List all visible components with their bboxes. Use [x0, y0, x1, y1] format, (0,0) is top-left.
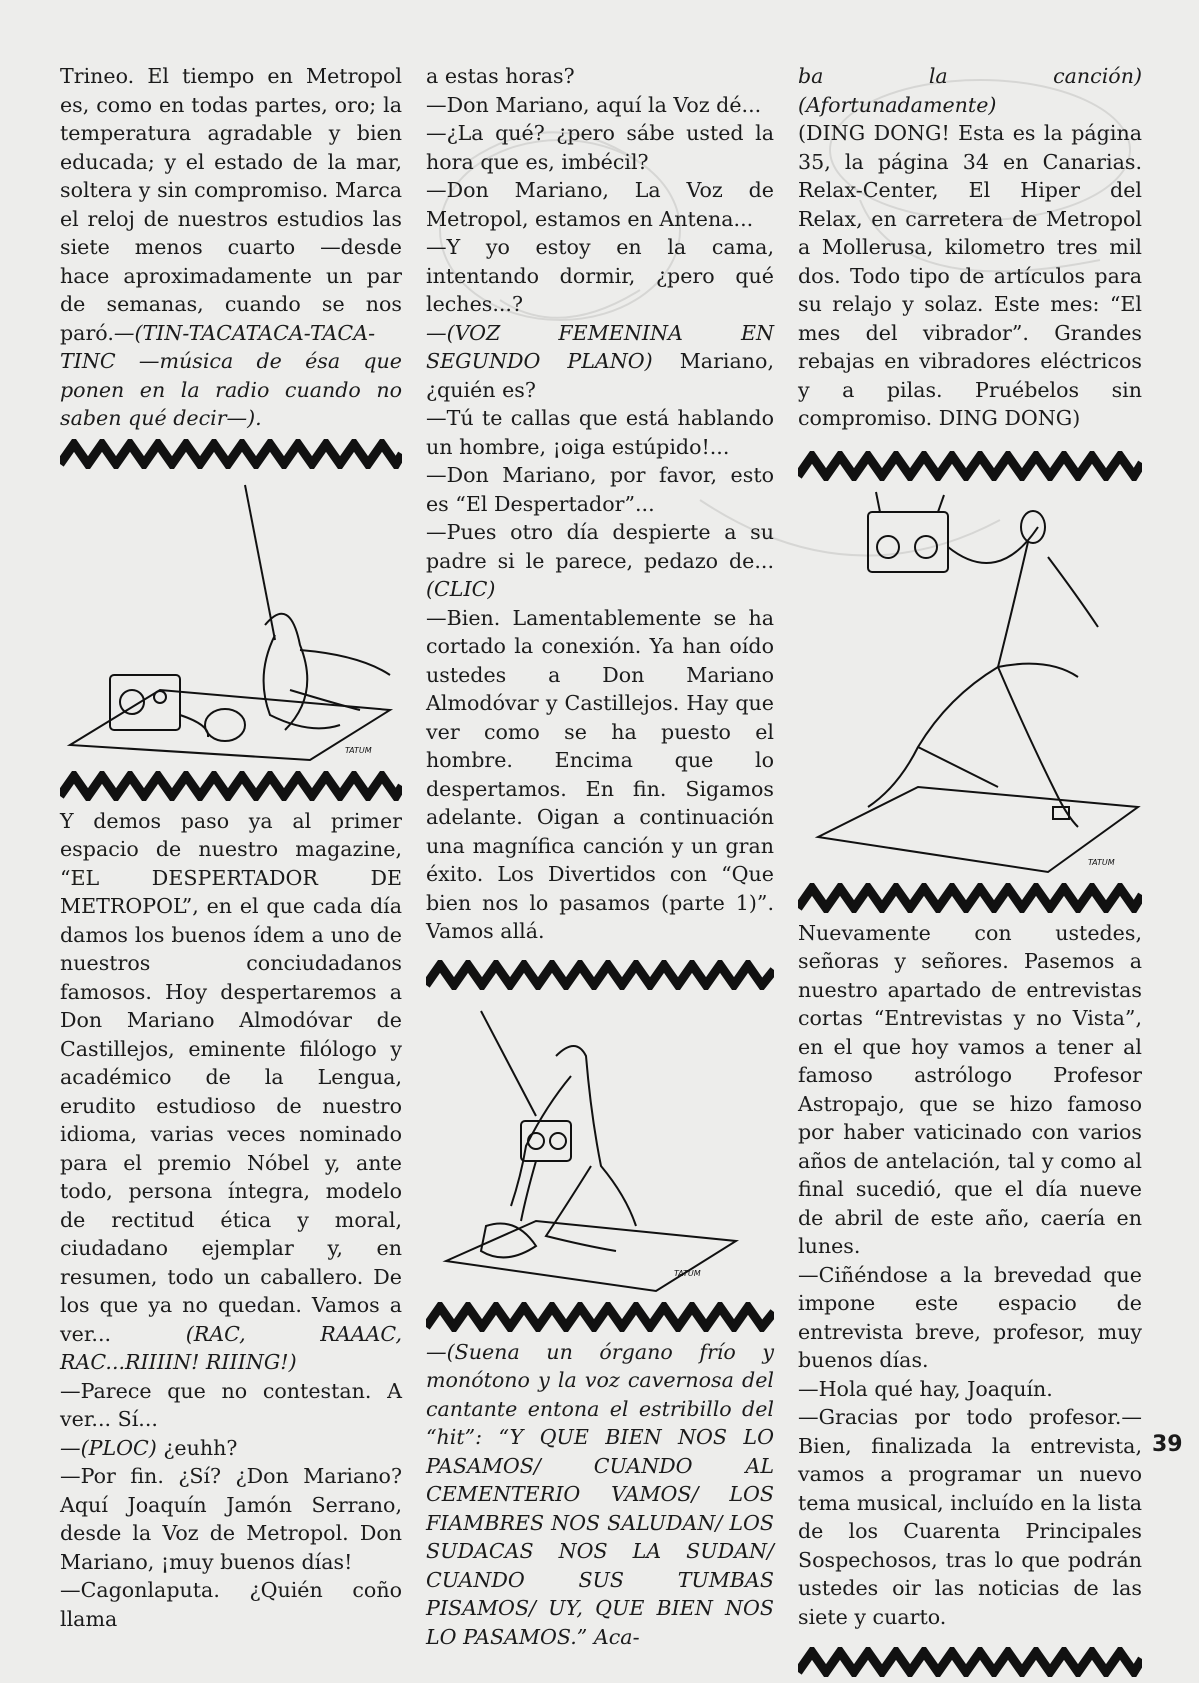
col2-paragraph-2: —Don Mariano, aquí la Voz dé...: [426, 92, 762, 117]
column-2: [426, 62, 774, 1651]
col1-paragraph-1: Trineo. El tiempo en Metropol es, como en todas partes, oro; la temperatura agradable y bien educada; y el estado de la mar, soltera y sin compromiso. Marca el reloj de nuestros estudios las siete menos cuarto —desde hace aproximadamente un par de semanas, cuando se nos paró.: [60, 64, 402, 345]
illustration-signature: TATUM: [674, 1268, 701, 1278]
col1-phone-ring: (RAC, RAAAC, RAC...RIIIIN! RIIING!): [60, 1321, 402, 1374]
col1-radio-jingle: —(TIN-TACATACA-TACA-TINC —música de ésa que ponen en la radio cuando no saben qué decir—).: [60, 320, 402, 430]
illustration-signature: TATUM: [1088, 857, 1115, 867]
col2-paragraph-10: —Bien. Lamentablemente se ha cortado la conexión. Ya han oído ustedes a Don Mariano Almodóvar y Castillejos. Hay que ver como se ha puesto el hombre. Encima que lo despertamos. En fin. Sigamos adelante. Oigan a continuación una magnífica canción y un gran éxito. Los Divertidos con “Que bien nos lo pasamos (parte 1)”. Vamos allá.: [426, 605, 774, 943]
page-number: 39: [1152, 1432, 1183, 1457]
column-1: [60, 62, 402, 1633]
zigzag-divider: [798, 1647, 1142, 1677]
col1-paragraph-5: —Por fin. ¿Sí? ¿Don Mariano? Aquí Joaquín Jamón Serrano, desde la Voz de Metropol. Don Mariano, ¡muy buenos días!: [60, 1464, 402, 1574]
zigzag-divider: [798, 451, 1142, 481]
col2-clic: (CLIC): [426, 577, 496, 601]
col2-paragraph-8: —Don Mariano, por favor, esto es “El Despertador”...: [426, 463, 774, 516]
col3-paragraph-5: —Hola qué hay, Joaquín.: [798, 1376, 1053, 1401]
col1-paragraph-6: —Cagonlaputa. ¿Quién coño llama: [60, 1578, 402, 1631]
col2-paragraph-3: —¿La qué? ¿pero sábe usted la hora que es, imbécil?: [426, 121, 774, 174]
col2-paragraph-6: Mariano, ¿quién es?: [426, 349, 775, 402]
col1-paragraph-4: ¿euhh?: [156, 1435, 238, 1460]
col3-paragraph-3: Nuevamente con ustedes, señoras y señores. Pasemos a nuestro apartado de entrevistas cortas “Entrevistas y no Vista”, en el que hoy vamos a tener al famoso astrólogo Profesor Astropajo, que se hizo famoso por haber vaticinado con varios años de antelación, tal y como al final sucedió, que el día nueve de abril de este año, caería en lunes.: [798, 920, 1142, 1258]
zigzag-divider: [426, 1302, 774, 1332]
col3-paragraph-4: —Ciñéndose a la brevedad que impone este espacio de entrevista breve, profesor, muy buenos días.: [798, 1262, 1142, 1372]
col1-paragraph-3: —Parece que no contestan. A ver... Sí...: [60, 1378, 402, 1431]
zigzag-divider: [60, 439, 402, 469]
col1-ploc: —(PLOC): [60, 1435, 157, 1460]
col2-song-lyrics: —(Suena un órgano frío y monótono y la voz cavernosa del cantante entona el estribillo del “hit”: “Y QUE BIEN NOS LO PASAMOS/ CUANDO AL CEMENTERIO VAMOS/ LOS FIAMBRES NOS SALUDAN/ LOS SUDACAS NOS LA SUDAN/ CUANDO SUS TUMBAS PISAMOS/ UY, QUE BIEN NOS LO PASAMOS.” Aca-: [426, 1339, 774, 1649]
zigzag-divider: [798, 883, 1142, 913]
col2-paragraph-5: —Y yo estoy en la cama, intentando dormir, ¿pero qué leches...?: [426, 235, 774, 316]
col1-paragraph-2: Y demos paso ya al primer espacio de nuestro magazine, “EL DESPERTADOR DE METROPOL”, en el que cada día damos los buenos ídem a uno de nuestros conciudadanos famosos. Hoy despertaremos a Don Mariano Almodóvar de Castillejos, eminente filólogo y académico de la Lengua, erudito estudioso de nuestro idioma, varias veces nominado para el premio Nóbel y, ante todo, persona íntegra, modelo de rectitud ética y moral, ciudadano ejemplar y, en resumen, todo un caballero. De los que ya no quedan. Vamos a ver...: [60, 808, 402, 1346]
col2-paragraph-4: —Don Mariano, La Voz de Metropol, estamos en Antena...: [426, 178, 774, 231]
illustration-contorted-figures-radio: [798, 487, 1142, 877]
col2-female-voice: —(VOZ FEMENINA EN SEGUNDO PLANO): [426, 320, 774, 373]
col3-ad-paragraph: (DING DONG! Esta es la página 35, la página 34 en Canarias. Relax-Center, El Hiper del Relax, en carretera de Metropol a Mollerusa, kilometro tres mil dos. Todo tipo de artículos para su relajo y solaz. Este mes: “El mes del vibrador”. Grandes rebajas en vibradores eléctricos y a pilas. Pruébelos sin compromiso. DING DONG): [798, 121, 1142, 430]
col2-paragraph-1: a estas horas?: [426, 64, 575, 88]
col2-paragraph-9: —Pues otro día despierte a su padre si le parece, pedazo de...: [426, 520, 774, 573]
illustration-kneeling-figure-radio: [426, 996, 774, 1296]
illustration-signature: TATUM: [345, 745, 372, 755]
col2-paragraph-7: —Tú te callas que está hablando un hombre, ¡oiga estúpido!...: [426, 406, 774, 459]
zigzag-divider: [60, 771, 402, 801]
zigzag-divider: [426, 960, 774, 990]
illustration-man-sleeping-radio: [60, 475, 402, 765]
col3-paragraph-6: —Gracias por todo profesor.— Bien, finalizada la entrevista, vamos a programar un nuevo tema musical, incluído en la lista de los Cuarenta Principales Sospechosos, tras lo que podrán ustedes oir las noticias de las siete y cuarto.: [798, 1405, 1142, 1629]
column-3: [798, 62, 1142, 1683]
col3-song-end: ba la canción) (Afortunadamente): [798, 64, 1142, 117]
